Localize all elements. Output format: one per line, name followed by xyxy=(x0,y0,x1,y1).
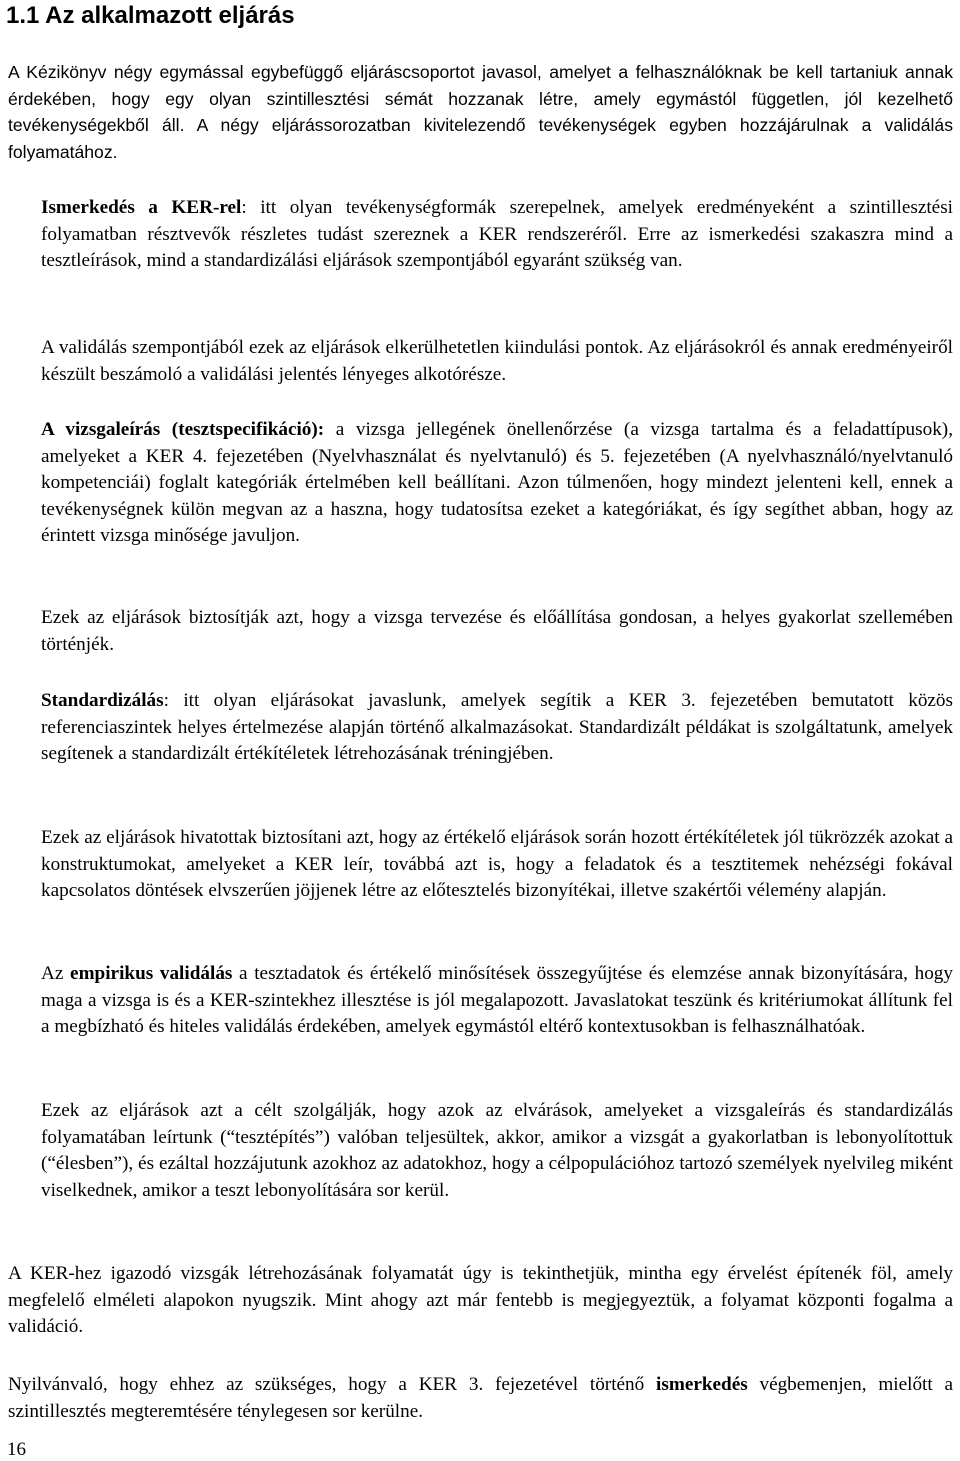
empirical-before: Az xyxy=(41,963,71,984)
standardisation-paragraph xyxy=(41,688,953,768)
page-number: 16 xyxy=(7,1439,26,1460)
empirical-purpose-paragraph: Ezek az eljárások azt a célt szolgálják, hogy azok az elvárások, amelyeket a vizsgaleírás és standardizálás folyamatában leírtunk (“tesztépítés”) valóban teljesültek, akkor, amikor a vizsgát a gyakorlatban is lebonyolítottuk (“élesben”), és ezáltal hozzájutunk azokhoz az adatokhoz, hogy a célpopulációhoz tartozó személyek nyelvileg miként viselkednek, amikor a teszt lebonyolítására sor kerül. xyxy=(41,1100,953,1201)
empirical-term: empirikus validálás xyxy=(70,963,233,984)
specification-term: A vizsgaleírás (tesztspecifikáció): xyxy=(41,419,325,440)
conclusion-after: végbemenjen, mielőtt a szintillesztés megteremtésére ténylegesen sor kerülne. xyxy=(8,1374,953,1422)
standardisation-purpose-paragraph: Ezek az eljárások hivatottak biztosítani azt, hogy az értékelő eljárások során hozott értékítéletek jól tükrözzék azokat a konstruktumokat, amelyeket a KER leír, továbbá azt is, hogy a feladatok és a tesztitemek nehézségi fokával kapcsolatos döntések elvszerűen jöjjenek létre az előtesztelés bizonyítékai, illetve szakértői vélemény alapján. xyxy=(41,827,953,901)
specification-purpose-paragraph: Ezek az eljárások biztosítják azt, hogy a vizsga tervezése és előállítása gondosan, a helyes gyakorlat szellemében történjék. xyxy=(41,607,953,655)
intro-paragraph: A Kézikönyv négy egymással egybefüggő eljáráscsoportot javasol, amelyet a felhasználóknak be kell tartaniuk annak érdekében, hogy egy olyan szintillesztési sémát hozzanak létre, amely egymástól független, jól kezelhető tevékenységekből áll. A négy eljárássorozatban kivitelezendő tevékenységek egyben hozzájárulnak a validálás folyamatához. xyxy=(8,62,953,162)
conclusion-term: ismerkedés xyxy=(656,1374,748,1395)
section-heading: 1.1 Az alkalmazott eljárás xyxy=(6,2,295,29)
conclusion-before: Nyilvánvaló, hogy ehhez az szükséges, hogy a KER 3. fejezetével történő xyxy=(8,1374,657,1395)
familiarisation-validation-paragraph: A validálás szempontjából ezek az eljárások elkerülhetetlen kiindulási pontok. Az eljárásokról és annak eredményeiről készült beszámoló a validálási jelentés lényeges alkotórésze. xyxy=(41,337,953,385)
empirical-text: a tesztadatok és értékelő minősítések összegyűjtése és elemzése annak bizonyítására, hogy maga a vizsga is és a KER-szintekhez illesztése is jól megalapozott. Javaslatokat teszünk és kritériumokat állítunk fel a megbízható és hiteles validálás érdekében, amelyek egymástól eltérő kontextusokban is felhasználhatóak. xyxy=(41,963,953,1037)
conclusion-paragraph xyxy=(8,1372,953,1425)
specification-paragraph xyxy=(41,417,953,550)
empirical-paragraph xyxy=(41,961,953,1041)
ker-process-paragraph: A KER-hez igazodó vizsgák létrehozásának folyamatát úgy is tekinthetjük, mintha egy érvelést építenék föl, amely megfelelő elméleti alapokon nyugszik. Mint ahogy azt már fentebb is megjegyeztük, a folyamat központi fogalma a validáció. xyxy=(8,1263,953,1337)
familiarisation-text: : itt olyan tevékenységformák szerepelnek, amelyek eredményeként a szintillesztési folyamatban résztvevők részletes tudást szereznek a KER rendszeréről. Erre az ismerkedési szakaszra mind a tesztleírások, mind a standardizálási eljárások szempontjából egyaránt szükség van. xyxy=(41,197,953,271)
familiarisation-term: Ismerkedés a KER-rel xyxy=(41,197,242,218)
standardisation-text: : itt olyan eljárásokat javaslunk, amelyek segítik a KER 3. fejezetében bemutatott közös referenciaszintek helyes értelmezése alapján történő alkalmazásokat. Standardizált példákat is szolgáltatunk, amelyek segítenek a standardizált értékítéletek létrehozásának tréningjében. xyxy=(41,690,953,764)
standardisation-term: Standardizálás xyxy=(41,690,164,711)
familiarisation-paragraph xyxy=(41,195,953,275)
specification-text: a vizsga jellegének önellenőrzése (a vizsga tartalma és a feladattípusok), amelyeket a KER 4. fejezetében (Nyelvhasználat és nyelvtanuló) és 5. fejezetében (A nyelvhasználó/nyelvtanuló kompetenciái) foglalt kategóriák értelmében kell beállítani. Azon túlmenően, hogy mindezt jelenteni kell, ennek a tevékenységnek külön megvan az a haszna, hogy tudatosítsa ezeket a kategóriákat, és így segíthet abban, hogy az érintett vizsga minősége javuljon. xyxy=(41,419,953,546)
